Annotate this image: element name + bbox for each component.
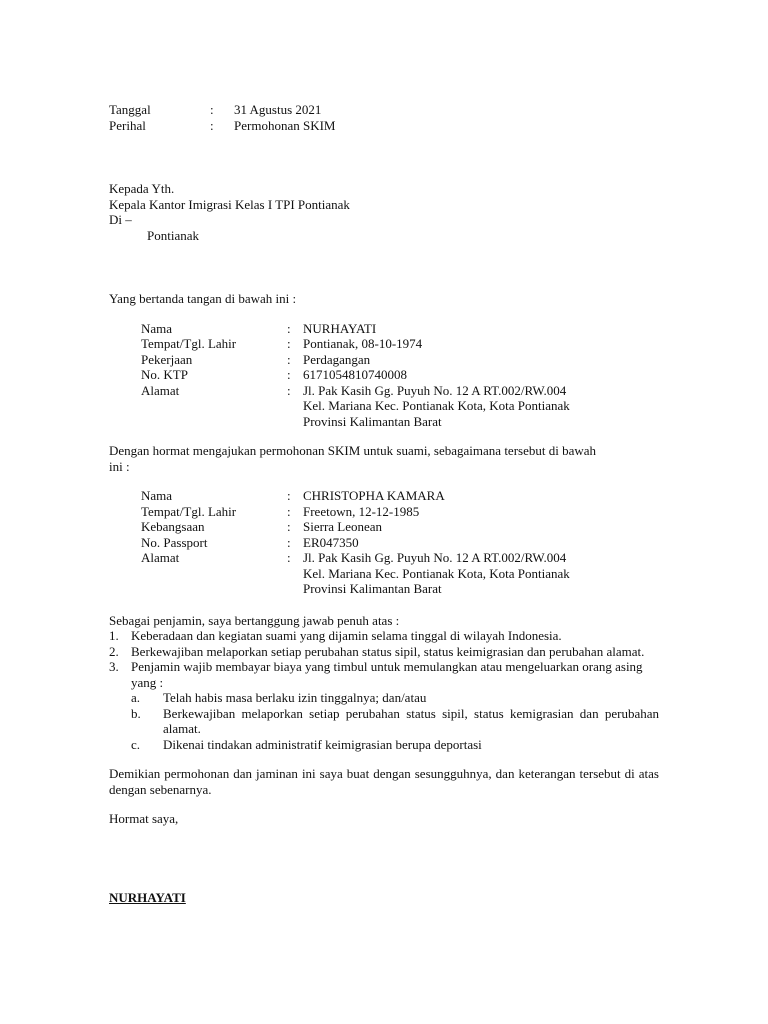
detail-label: Tempat/Tgl. Lahir: [141, 503, 237, 519]
detail-colon: :: [287, 367, 291, 382]
recipient-city: Pontianak: [147, 227, 199, 243]
detail-value-line: NURHAYATI: [303, 320, 377, 336]
sub-obligation-list: [109, 690, 659, 752]
sub-obligation-text: Dikenai tindakan administratif keimigrasian berupa deportasi: [163, 736, 482, 752]
detail-value-line: Kel. Mariana Kec. Pontianak Kota, Kota Pontianak: [303, 398, 570, 413]
detail-value-line: CHRISTOPHA KAMARA: [303, 488, 445, 503]
detail-row: [109, 367, 659, 383]
detail-value: [303, 488, 659, 504]
obligation-number: 2.: [109, 643, 119, 659]
detail-row: [109, 352, 659, 368]
detail-value: [303, 550, 659, 597]
regards-text: Hormat saya,: [109, 811, 179, 826]
obligation-text: Berkewajiban melaporkan setiap perubahan status sipil, status keimigrasian dan perubahan alamat.: [131, 643, 645, 659]
sub-obligation-item: [109, 737, 659, 753]
detail-label: Alamat: [141, 550, 180, 565]
detail-row: [109, 383, 659, 430]
letter-document: [109, 102, 659, 905]
detail-value-line: Jl. Pak Kasih Gg. Puyuh No. 12 A RT.002/RW.004: [303, 550, 567, 565]
subject-value: Permohonan SKIM: [234, 117, 336, 133]
detail-value-line: Jl. Pak Kasih Gg. Puyuh No. 12 A RT.002/RW.004: [303, 382, 567, 398]
spouse-details: [109, 488, 659, 597]
detail-value: [303, 504, 659, 520]
detail-value: [303, 321, 659, 337]
request-line: Dengan hormat mengajukan permohonan SKIM untuk suami, sebagaimana tersebut di bawah: [109, 443, 597, 458]
sub-obligation-letter: a.: [131, 690, 141, 705]
detail-label: Pekerjaan: [141, 351, 193, 367]
sub-obligation-text: Telah habis masa berlaku izin tinggalnya; dan/atau: [163, 690, 427, 705]
recipient-line: Kepada Yth.: [109, 181, 175, 196]
date-label: Tanggal: [109, 102, 151, 117]
date-value: 31 Agustus 2021: [234, 102, 322, 117]
detail-row: [109, 504, 659, 520]
sub-obligation-item: [109, 690, 659, 706]
detail-row: [109, 519, 659, 535]
detail-label: No. KTP: [141, 367, 188, 382]
detail-value-line: 6171054810740008: [303, 367, 407, 382]
detail-label: Nama: [141, 488, 173, 503]
detail-value-line: ER047350: [303, 534, 359, 550]
detail-value-line: Kel. Mariana Kec. Pontianak Kota, Kota Pontianak: [303, 565, 570, 581]
sub-obligation-letter: b.: [131, 705, 141, 721]
obligation-list: [109, 628, 659, 752]
detail-colon: :: [287, 550, 291, 565]
detail-label: No. Passport: [141, 534, 208, 550]
recipient-block: [109, 181, 659, 243]
detail-row: [109, 550, 659, 597]
detail-colon: :: [287, 519, 291, 534]
detail-label: Tempat/Tgl. Lahir: [141, 336, 237, 351]
obligation-item: [109, 628, 659, 644]
obligation-item: [109, 644, 659, 660]
subject-row: [109, 118, 659, 134]
detail-value-line: Freetown, 12-12-1985: [303, 503, 420, 519]
detail-colon: :: [287, 488, 291, 503]
letter-header: [109, 102, 659, 133]
guarantor-intro: Sebagai penjamin, saya bertanggung jawab penuh atas :: [109, 612, 400, 628]
obligation-item: [109, 659, 659, 690]
detail-row: [109, 488, 659, 504]
date-row: [109, 102, 659, 118]
detail-label: Alamat: [141, 382, 180, 398]
subject-colon: :: [210, 117, 214, 133]
recipient-line: Di –: [109, 212, 132, 227]
sub-obligation-text: Berkewajiban melaporkan setiap perubahan status sipil, status kemigrasian dan perubahan alamat.: [163, 705, 659, 736]
sub-obligation-letter: c.: [131, 736, 141, 752]
detail-colon: :: [287, 351, 291, 367]
detail-colon: :: [287, 382, 291, 398]
detail-value: [303, 352, 659, 368]
detail-row: [109, 321, 659, 337]
detail-row: [109, 535, 659, 551]
detail-value-line: Perdagangan: [303, 351, 371, 367]
obligation-number: 1.: [109, 628, 119, 643]
date-colon: :: [210, 102, 214, 117]
detail-colon: :: [287, 534, 291, 550]
detail-value: [303, 535, 659, 551]
subject-label: Perihal: [109, 117, 146, 133]
recipient-line: Kepala Kantor Imigrasi Kelas I TPI Pontianak: [109, 196, 350, 212]
obligation-text: Keberadaan dan kegiatan suami yang dijamin selama tinggal di wilayah Indonesia.: [131, 628, 562, 643]
detail-value-line: Provinsi Kalimantan Barat: [303, 413, 442, 429]
detail-value: [303, 336, 659, 352]
obligation-number: 3.: [109, 659, 119, 674]
request-paragraph: [109, 443, 659, 474]
detail-colon: :: [287, 320, 291, 336]
applicant-details: [109, 321, 659, 430]
detail-value-line: Provinsi Kalimantan Barat: [303, 581, 442, 596]
detail-value: [303, 367, 659, 383]
request-line: ini :: [109, 458, 130, 474]
intro-text: Yang bertanda tangan di bawah ini :: [109, 291, 297, 306]
detail-label: Nama: [141, 320, 173, 336]
detail-value-line: Sierra Leonean: [303, 519, 383, 534]
closing-paragraph: Demikian permohonan dan jaminan ini saya buat dengan sesungguhnya, dan keterangan tersebut di atas dengan sebenarnya.: [109, 766, 659, 797]
detail-label: Kebangsaan: [141, 519, 205, 534]
sub-obligation-item: [109, 706, 659, 737]
obligation-text: Penjamin wajib membayar biaya yang timbul untuk memulangkan atau mengeluarkan orang asing yang :: [131, 659, 643, 690]
detail-row: [109, 336, 659, 352]
detail-value: [303, 519, 659, 535]
detail-value-line: Pontianak, 08-10-1974: [303, 336, 423, 351]
detail-colon: :: [287, 336, 291, 351]
signature-name: NURHAYATI: [109, 889, 186, 905]
detail-value: [303, 383, 659, 430]
detail-colon: :: [287, 503, 291, 519]
